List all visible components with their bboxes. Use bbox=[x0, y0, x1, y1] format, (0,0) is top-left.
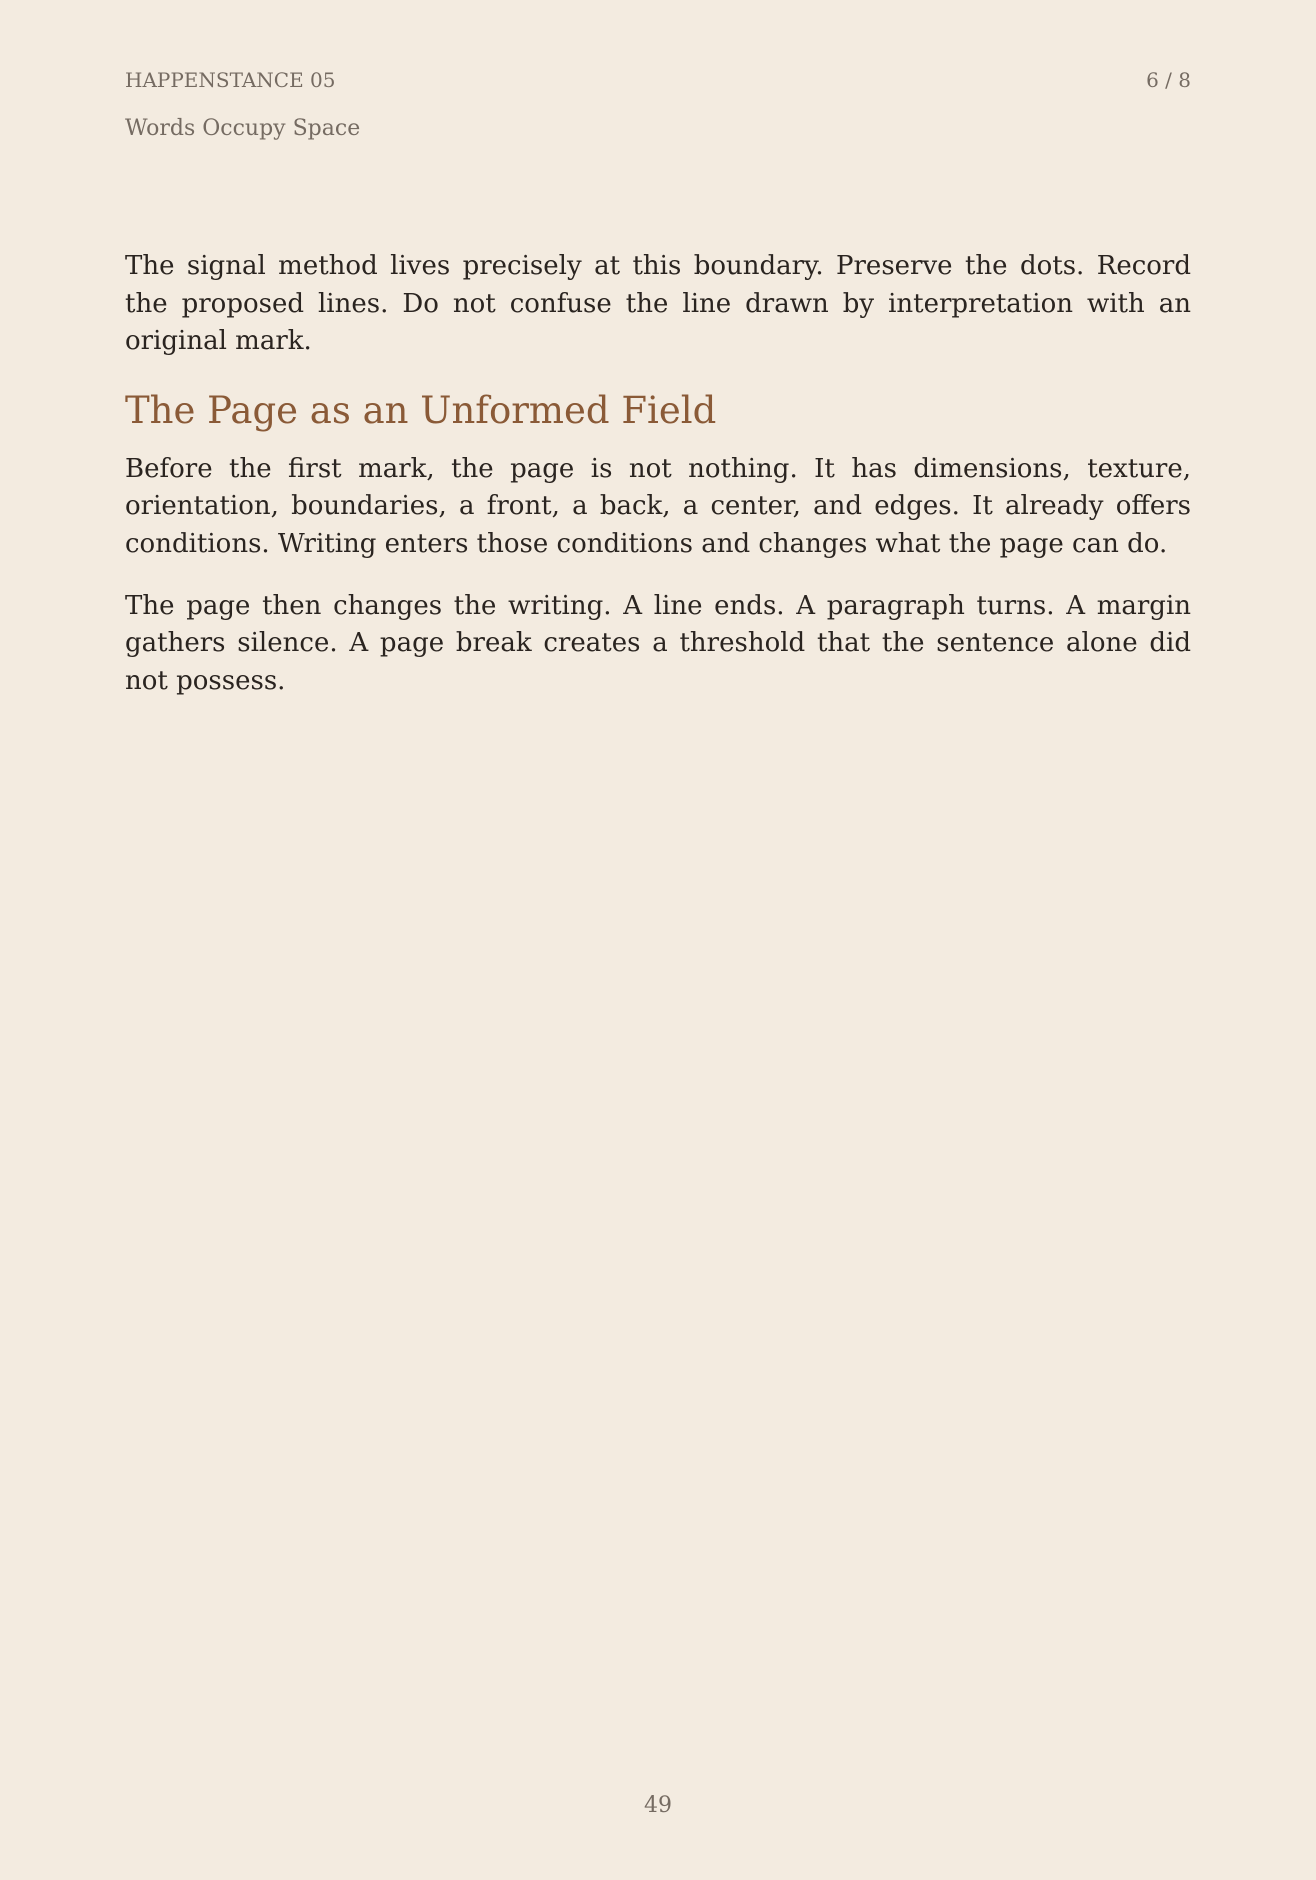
page-number: 49 bbox=[644, 1793, 672, 1818]
section-heading: The Page as an Unformed Field bbox=[125, 388, 717, 432]
page-position: 6 / 8 bbox=[1146, 68, 1191, 92]
paragraph: The signal method lives precisely at this boundary. Preserve the dots. Record the proposed lines. Do not confuse the line drawn by interpretation with an original mark. bbox=[125, 251, 1191, 357]
body-text bbox=[125, 248, 1191, 724]
running-header bbox=[125, 68, 1191, 96]
paragraph: Before the first mark, the page is not nothing. It has dimensions, texture, orientation, boundaries, a front, a back, a center, and edges. It already offers conditions. Writing enters those conditions and changes what the page can do. bbox=[125, 453, 1191, 559]
document-subtitle: Words Occupy Space bbox=[125, 116, 361, 141]
paragraph: The page then changes the writing. A line ends. A paragraph turns. A margin gathers silence. A page break creates a threshold that the sentence alone did not possess. bbox=[125, 590, 1191, 696]
publication-title: HAPPENSTANCE 05 bbox=[125, 68, 336, 92]
document-page bbox=[125, 0, 1191, 1880]
